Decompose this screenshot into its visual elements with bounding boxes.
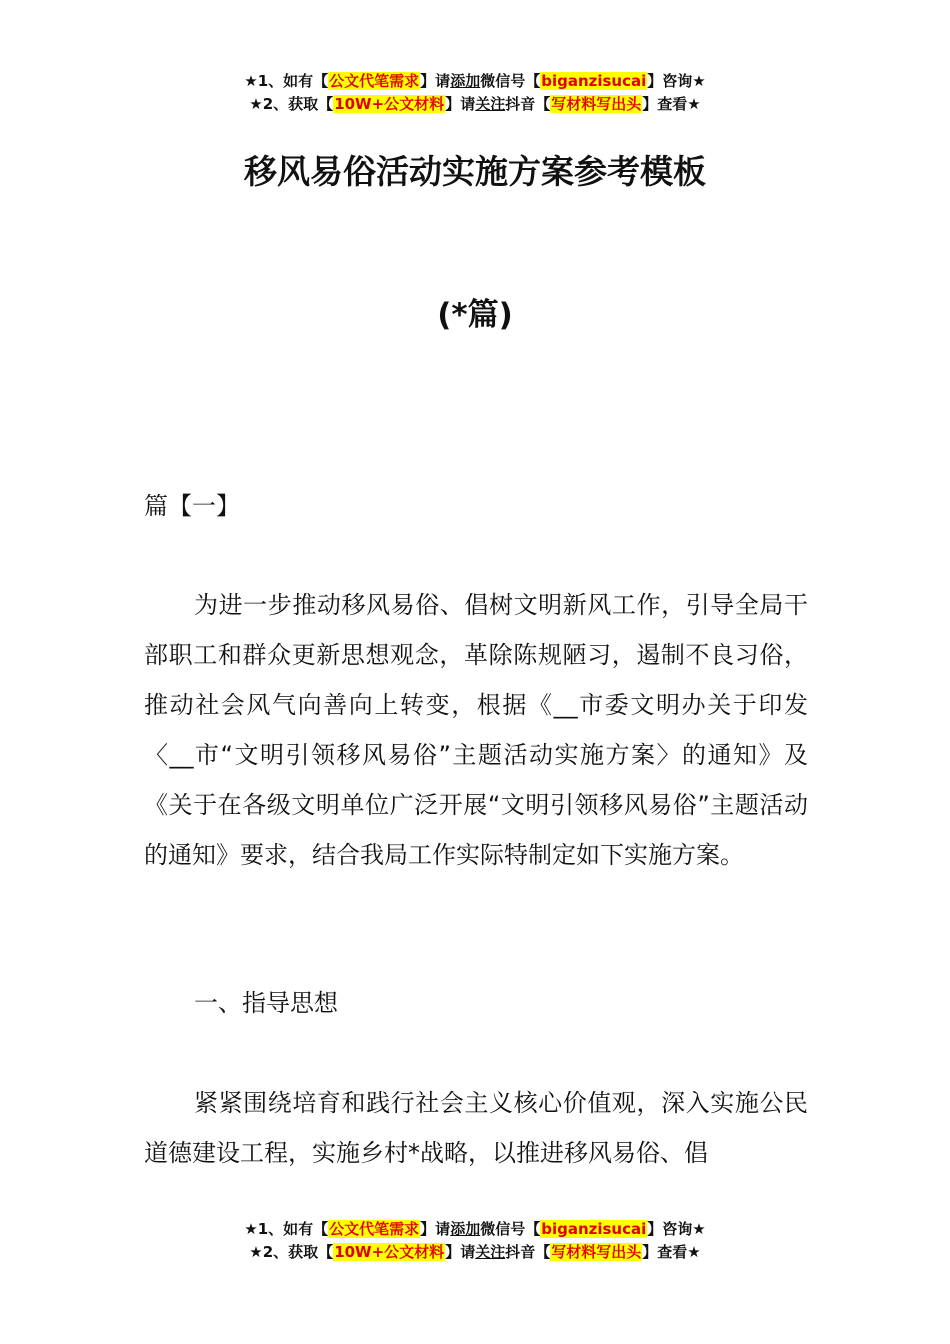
banner-underlined-text: 添加 — [450, 72, 481, 90]
banner-douyin-id: 写材料写出头 — [551, 95, 642, 113]
paragraph: 为进一步推动移风易俗、倡树文明新风工作，引导全局干部职工和群众更新思想观念，革除陈规陋习，遏制不良习俗，推动社会风气向善向上转变，根据《__市委文明办关于印发〈__市“文明引领移风易俗”主题活动实施方案〉的通知》及《关于在各级文明单位广泛开展“文明引领移风易俗”主题活动的通知》要求，结合我局工作实际特制定如下实施方案。 — [144, 591, 808, 869]
banner-underlined-text: 关注 — [475, 1243, 506, 1261]
banner-text: 微信号【 — [480, 72, 541, 90]
banner-text: 】请 — [420, 72, 451, 90]
banner-text: 】请 — [420, 1220, 451, 1238]
banner-highlight: 公文代笔需求 — [329, 72, 420, 90]
header-banner — [0, 70, 950, 116]
section-label: 篇【一】 — [144, 492, 240, 520]
banner-text: ★1、如有【 — [244, 72, 329, 90]
section-heading: 一、指导思想 — [194, 989, 338, 1017]
banner-line-1 — [0, 1218, 950, 1241]
banner-line-2 — [0, 1241, 950, 1264]
banner-douyin-id: 写材料写出头 — [551, 1243, 642, 1261]
banner-line-1 — [0, 70, 950, 93]
banner-underlined-text: 关注 — [475, 95, 506, 113]
banner-text: 】查看★ — [642, 95, 701, 113]
banner-line-2 — [0, 93, 950, 116]
banner-text: 】请 — [445, 1243, 476, 1261]
document-subtitle: (*篇) — [437, 297, 513, 333]
document-title: 移风易俗活动实施方案参考模板 — [244, 152, 706, 191]
banner-text: 微信号【 — [480, 1220, 541, 1238]
banner-text: 抖音【 — [505, 95, 551, 113]
banner-text: 】查看★ — [642, 1243, 701, 1261]
banner-wechat-id: biganzisucai — [541, 72, 647, 90]
banner-underlined-text: 添加 — [450, 1220, 481, 1238]
banner-wechat-id: biganzisucai — [541, 1220, 647, 1238]
banner-text: ★2、获取【 — [249, 1243, 334, 1261]
banner-text: ★2、获取【 — [249, 95, 334, 113]
banner-text: 抖音【 — [505, 1243, 551, 1261]
banner-highlight: 公文代笔需求 — [329, 1220, 420, 1238]
banner-text: 】咨询★ — [647, 72, 706, 90]
banner-highlight: 10W+公文材料 — [334, 95, 445, 113]
banner-text: ★1、如有【 — [244, 1220, 329, 1238]
footer-banner — [0, 1218, 950, 1264]
banner-text: 】咨询★ — [647, 1220, 706, 1238]
paragraph: 紧紧围绕培育和践行社会主义核心价值观，深入实施公民道德建设工程，实施乡村*战略，以推进移风易俗、倡 — [144, 1089, 808, 1167]
banner-highlight: 10W+公文材料 — [334, 1243, 445, 1261]
banner-text: 】请 — [445, 95, 476, 113]
